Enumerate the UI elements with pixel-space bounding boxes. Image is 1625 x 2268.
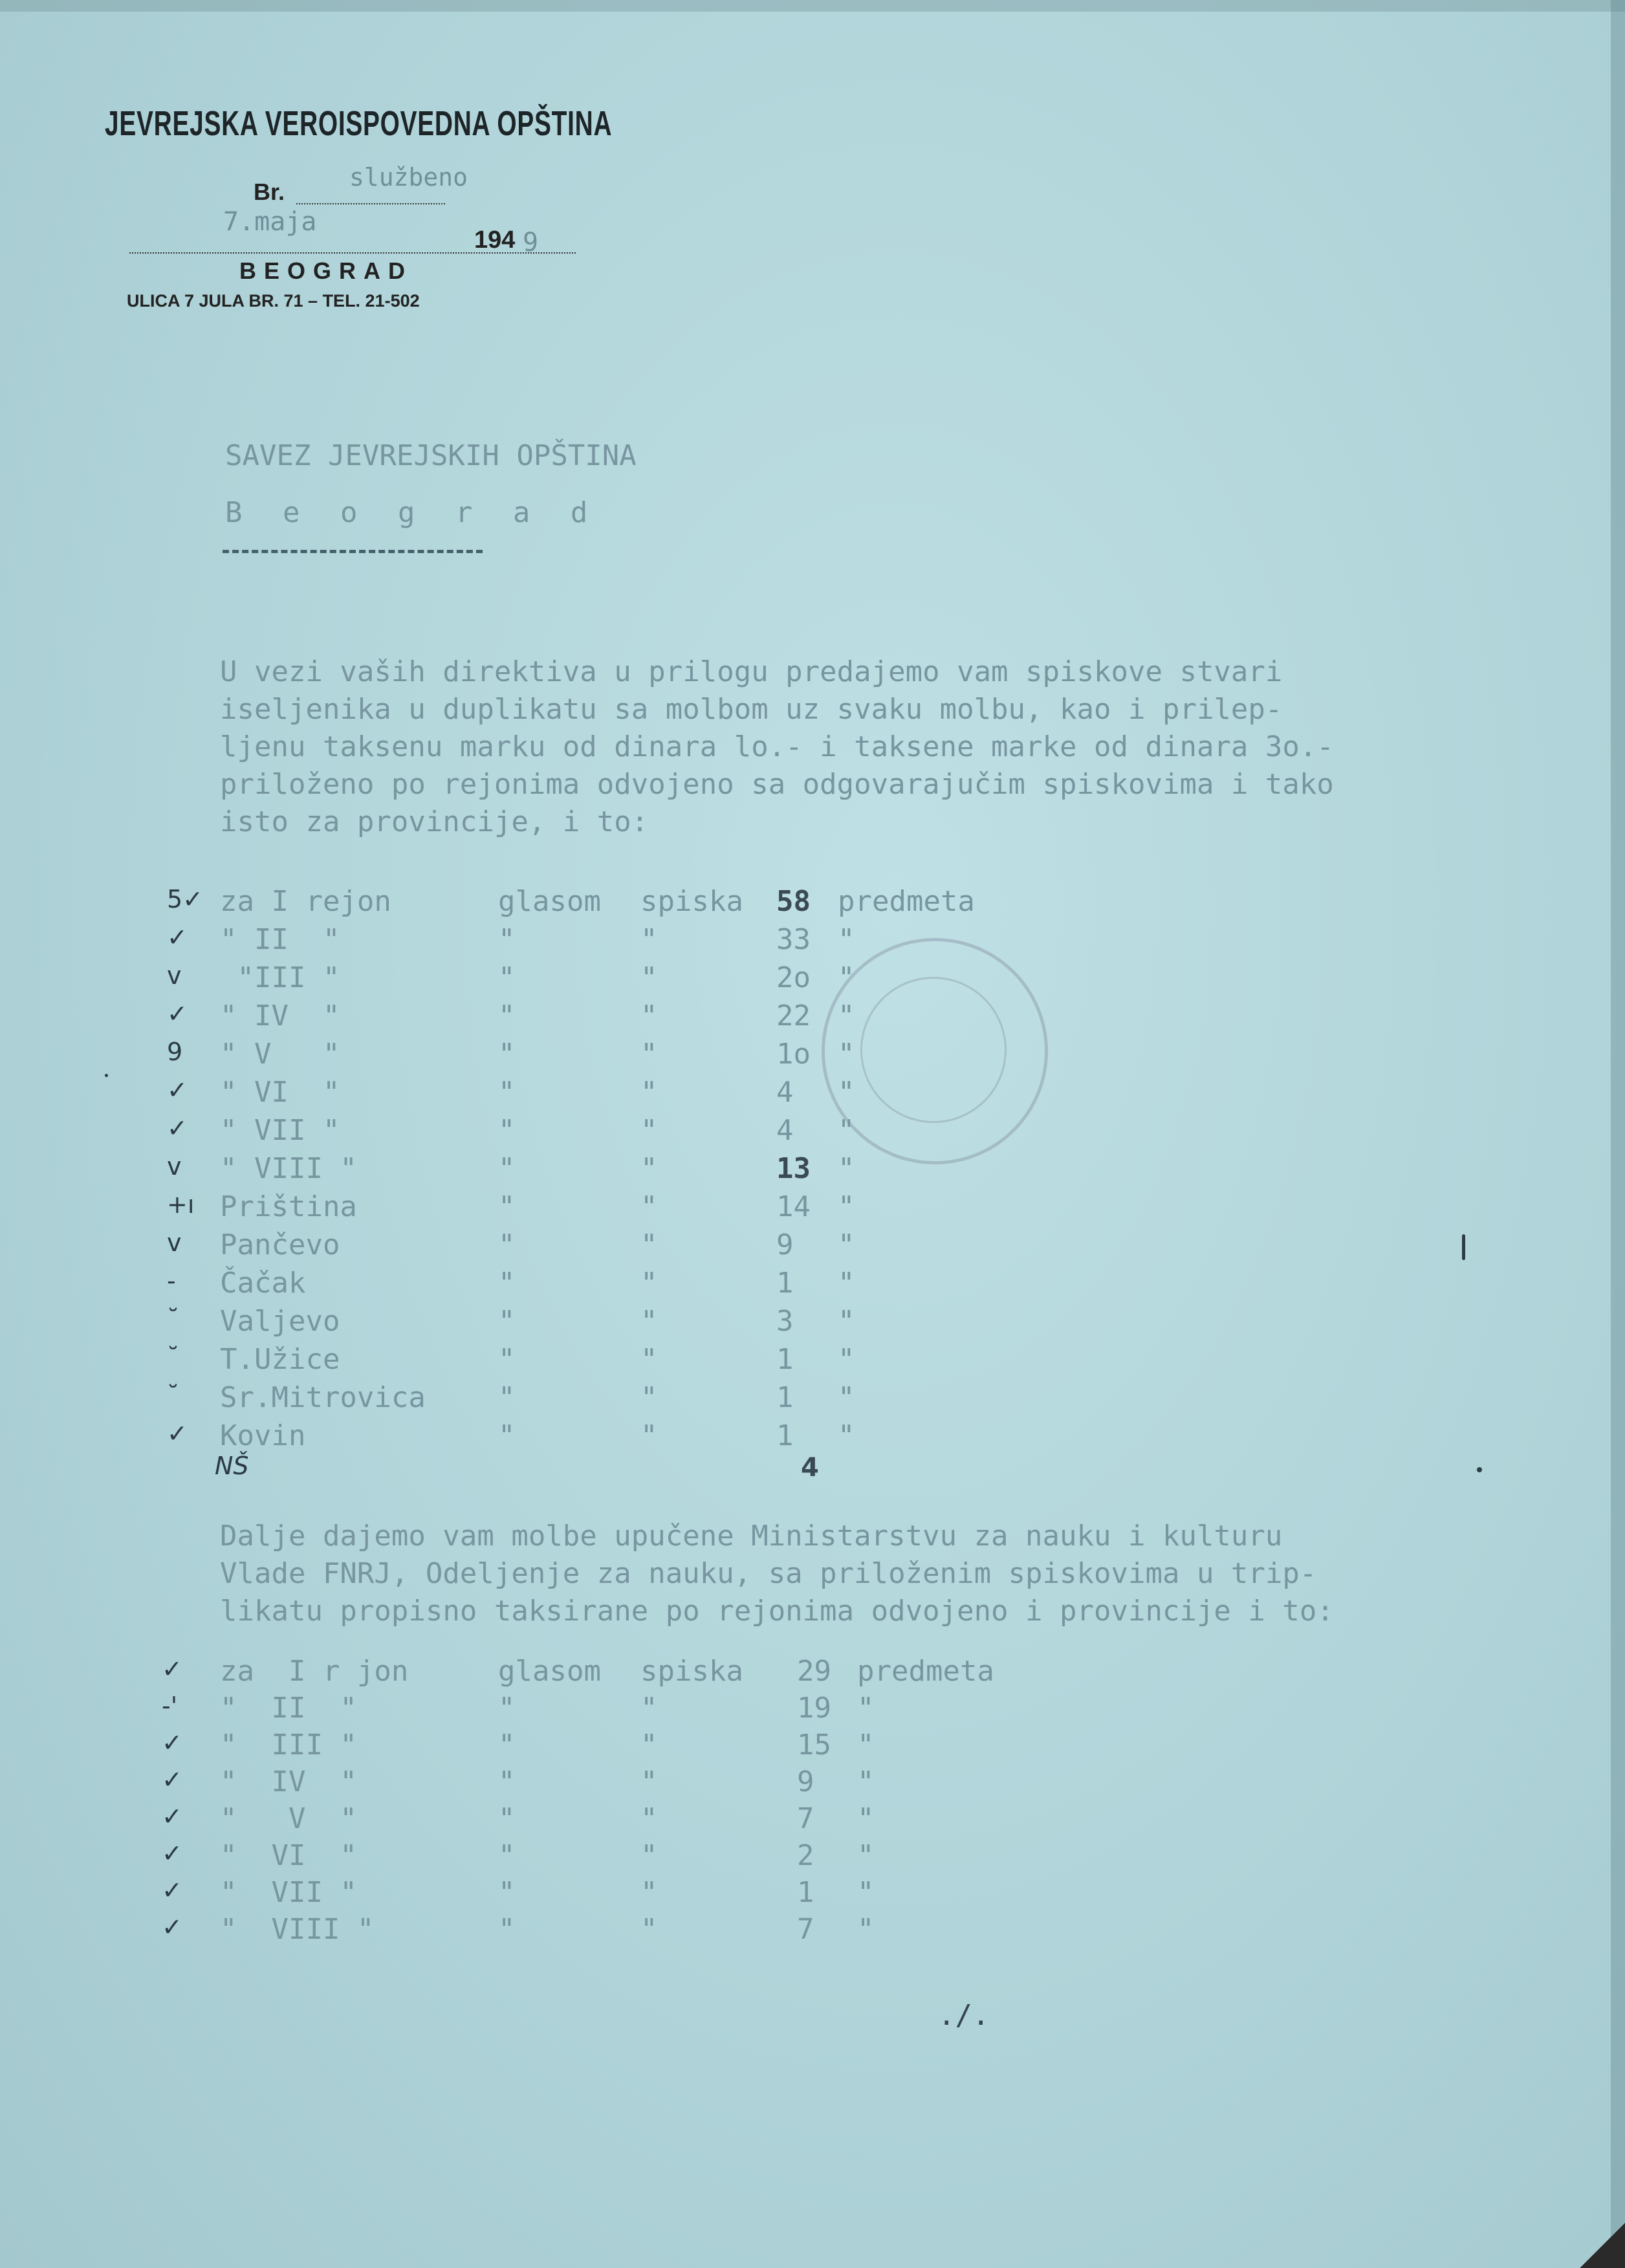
row-spiska: "	[640, 1267, 658, 1300]
list-row	[0, 1728, 1553, 1765]
row-unit: "	[838, 1419, 855, 1452]
row-count: 29	[797, 1655, 831, 1688]
row-count: 4	[776, 1076, 794, 1109]
row-spiska: "	[640, 1876, 658, 1909]
row-check-mark: -	[167, 1267, 176, 1295]
list-row	[0, 1876, 1553, 1912]
row-spiska: "	[640, 1802, 658, 1835]
letterhead-year-suffix: 9	[523, 228, 539, 257]
row-unit: "	[838, 1038, 855, 1071]
row-glasom: "	[498, 923, 516, 956]
list-row	[0, 1305, 1553, 1341]
row-count: 2o	[776, 961, 811, 994]
row-check-mark: v	[167, 1228, 182, 1257]
row-glasom: "	[498, 1419, 516, 1452]
paragraph-2-line: Vlade FNRJ, Odeljenje za nauku, sa priloženim spiskovima u trip-	[220, 1557, 1317, 1590]
row-count: 1o	[776, 1038, 811, 1071]
letterhead-year-prefix: 194	[474, 226, 516, 254]
row-count: 1	[776, 1267, 794, 1300]
row-glasom: "	[498, 1038, 516, 1071]
row-spiska: "	[640, 923, 658, 956]
row-label: " IV "	[220, 1765, 357, 1798]
row-check-mark: ✓	[162, 1655, 182, 1683]
row-unit: "	[838, 999, 855, 1032]
row-count: 7	[797, 1913, 814, 1946]
row-unit: predmeta	[838, 885, 975, 918]
letterhead-city: BEOGRAD	[239, 257, 413, 284]
row-label: T.Užice	[220, 1343, 340, 1376]
row-label: " VII "	[220, 1876, 357, 1909]
row-unit: "	[838, 1343, 855, 1376]
addressee-name: SAVEZ JEVREJSKIH OPŠTINA	[225, 439, 637, 472]
paragraph-1-line: priloženo po rejonima odvojeno sa odgovarajučim spiskovima i tako	[220, 768, 1334, 801]
row-glasom: "	[498, 1228, 516, 1261]
row-label: " IV "	[220, 999, 340, 1032]
list-row	[0, 923, 1553, 959]
row-count: 9	[776, 1228, 794, 1261]
list-1-extra-count: 4	[801, 1453, 819, 1483]
row-spiska: "	[640, 1152, 658, 1185]
row-label: " II "	[220, 1692, 357, 1725]
row-glasom: "	[498, 1190, 516, 1223]
row-label: "III "	[220, 961, 340, 994]
row-count: 1	[797, 1876, 814, 1909]
row-spiska: "	[640, 1038, 658, 1071]
row-unit: "	[857, 1692, 875, 1725]
row-unit: "	[838, 1152, 855, 1185]
row-count: 7	[797, 1802, 814, 1835]
row-glasom: "	[498, 1305, 516, 1338]
paragraph-1-line: U vezi vaših direktiva u prilogu predajemo vam spiskove stvari	[220, 655, 1283, 688]
row-spiska: "	[640, 961, 658, 994]
row-unit: "	[838, 1190, 855, 1223]
row-spiska: "	[640, 1343, 658, 1376]
list-row	[0, 1381, 1553, 1417]
scan-edge-right	[1611, 0, 1625, 2268]
row-check-mark: 9	[167, 1038, 183, 1066]
row-check-mark: +ı	[167, 1190, 195, 1219]
row-unit: "	[857, 1802, 875, 1835]
row-check-mark: v	[167, 961, 182, 990]
list-row	[0, 1839, 1553, 1875]
row-check-mark: v	[167, 1152, 182, 1181]
row-check-mark: ˘	[167, 1305, 179, 1333]
list-row	[0, 1419, 1553, 1456]
row-count: 33	[776, 923, 811, 956]
row-spiska: "	[640, 1114, 658, 1147]
row-label: " VII "	[220, 1114, 340, 1147]
row-label: Sr.Mitrovica	[220, 1381, 426, 1414]
row-spiska: spiska	[640, 1655, 743, 1688]
row-spiska: "	[640, 1728, 658, 1761]
addressee-underline	[223, 550, 483, 553]
row-count: 14	[776, 1190, 811, 1223]
row-check-mark: ✓	[162, 1728, 182, 1757]
row-check-mark: -'	[162, 1692, 178, 1720]
row-count: 1	[776, 1381, 794, 1414]
list-row	[0, 1038, 1553, 1074]
list-row	[0, 1913, 1553, 1949]
row-glasom: "	[498, 1765, 516, 1798]
row-check-mark: ˘	[167, 1381, 179, 1410]
row-unit: "	[857, 1913, 875, 1946]
row-label: za I rejon	[220, 885, 391, 918]
row-check-mark: ✓	[162, 1876, 182, 1904]
ink-dot	[1477, 1467, 1482, 1472]
row-glasom: "	[498, 999, 516, 1032]
row-spiska: "	[640, 1839, 658, 1872]
paragraph-1	[220, 653, 1334, 841]
row-label: " II "	[220, 923, 340, 956]
letterhead-number-label: Br.	[254, 179, 285, 205]
row-glasom: glasom	[498, 1655, 601, 1688]
paragraph-2	[220, 1518, 1334, 1630]
row-glasom: "	[498, 1267, 516, 1300]
row-check-mark: ˘	[167, 1343, 179, 1371]
row-spiska: "	[640, 1228, 658, 1261]
row-label: Pančevo	[220, 1228, 340, 1261]
list-row	[0, 1692, 1553, 1728]
row-count: 58	[776, 885, 811, 918]
row-glasom: "	[498, 1876, 516, 1909]
list-row	[0, 1343, 1553, 1379]
row-spiska: "	[640, 1305, 658, 1338]
row-spiska: "	[640, 1381, 658, 1414]
row-check-mark: ✓	[162, 1913, 182, 1941]
row-check-mark: ✓	[167, 999, 188, 1028]
row-spiska: spiska	[640, 885, 743, 918]
row-check-mark: ✓	[167, 1114, 188, 1142]
folded-corner	[1580, 2223, 1625, 2268]
row-count: 1	[776, 1419, 794, 1452]
list-row	[0, 1114, 1553, 1150]
row-unit: "	[838, 961, 855, 994]
row-glasom: "	[498, 1692, 516, 1725]
row-check-mark: ✓	[167, 1076, 188, 1104]
list-row	[0, 1152, 1553, 1188]
row-count: 15	[797, 1728, 831, 1761]
row-check-mark: ✓	[162, 1802, 182, 1831]
list-1-extra-mark: NŠ	[215, 1452, 249, 1480]
row-label: Čačak	[220, 1267, 306, 1300]
row-glasom: "	[498, 1381, 516, 1414]
scan-edge-top	[0, 0, 1625, 12]
row-label: Kovin	[220, 1419, 306, 1452]
row-spiska: "	[640, 1765, 658, 1798]
row-count: 19	[797, 1692, 831, 1725]
row-unit: "	[857, 1728, 875, 1761]
letterhead-number-value: službeno	[349, 163, 468, 191]
list-row	[0, 1076, 1553, 1112]
row-glasom: "	[498, 1839, 516, 1872]
row-unit: "	[838, 1267, 855, 1300]
list-row	[0, 1802, 1553, 1838]
row-count: 4	[776, 1114, 794, 1147]
row-count: 22	[776, 999, 811, 1032]
paragraph-2-line: likatu propisno taksirane po rejonima odvojeno i provincije i to:	[220, 1595, 1334, 1628]
row-count: 1	[776, 1343, 794, 1376]
ink-dot	[105, 1074, 108, 1077]
row-label: " VIII "	[220, 1152, 357, 1185]
paragraph-1-line: iseljenika u duplikatu sa molbom uz svaku molbu, kao i prilep-	[220, 693, 1283, 726]
row-label: " VI "	[220, 1076, 340, 1109]
row-glasom: "	[498, 1913, 516, 1946]
paragraph-2-line: Dalje dajemo vam molbe upučene Ministarstvu za nauku i kulturu	[220, 1520, 1283, 1553]
continuation-mark: ./.	[938, 1999, 990, 2032]
paragraph-1-line: isto za provincije, i to:	[220, 805, 649, 838]
letterhead-date: 7.maja	[223, 207, 317, 237]
row-label: " VIII "	[220, 1913, 375, 1946]
row-spiska: "	[640, 1692, 658, 1725]
paragraph-1-line: ljenu taksenu marku od dinara lo.- i taksene marke od dinara 3o.-	[220, 730, 1334, 763]
list-row	[0, 1765, 1553, 1802]
row-spiska: "	[640, 999, 658, 1032]
row-spiska: "	[640, 1913, 658, 1946]
list-row	[0, 1228, 1553, 1265]
row-glasom: "	[498, 961, 516, 994]
letterhead-address: ULICA 7 JULA BR. 71 – TEL. 21-502	[127, 291, 420, 311]
list-row	[0, 1267, 1553, 1303]
addressee-city: B e o g r a d	[225, 496, 600, 529]
row-unit: "	[838, 1305, 855, 1338]
row-unit: "	[838, 1381, 855, 1414]
letterhead-number-line	[296, 203, 445, 204]
list-row	[0, 885, 1553, 921]
row-spiska: "	[640, 1076, 658, 1109]
row-unit: "	[838, 1228, 855, 1261]
list-row	[0, 1190, 1553, 1227]
row-glasom: "	[498, 1343, 516, 1376]
row-unit: "	[857, 1876, 875, 1909]
ink-stroke	[1462, 1234, 1465, 1260]
row-glasom: "	[498, 1152, 516, 1185]
row-unit: "	[838, 1114, 855, 1147]
row-check-mark: ✓	[167, 923, 188, 952]
list-row	[0, 961, 1553, 998]
row-glasom: "	[498, 1802, 516, 1835]
row-check-mark: ✓	[162, 1765, 182, 1794]
row-glasom: glasom	[498, 885, 601, 918]
row-check-mark: ✓	[162, 1839, 182, 1868]
list-row	[0, 1655, 1553, 1691]
row-label: Valjevo	[220, 1305, 340, 1338]
row-spiska: "	[640, 1190, 658, 1223]
row-count: 13	[776, 1152, 811, 1185]
row-check-mark: 5✓	[167, 885, 204, 913]
row-label: za I r jon	[220, 1655, 409, 1688]
row-check-mark: ✓	[167, 1419, 188, 1448]
row-label: " III "	[220, 1728, 357, 1761]
row-glasom: "	[498, 1076, 516, 1109]
row-count: 2	[797, 1839, 814, 1872]
row-label: " V "	[220, 1802, 357, 1835]
row-glasom: "	[498, 1728, 516, 1761]
row-label: " VI "	[220, 1839, 357, 1872]
row-spiska: "	[640, 1419, 658, 1452]
letterhead-organization: JEVREJSKA VEROISPOVEDNA OPŠTINA	[105, 104, 613, 143]
row-unit: "	[857, 1839, 875, 1872]
list-row	[0, 999, 1553, 1036]
row-count: 3	[776, 1305, 794, 1338]
row-count: 9	[797, 1765, 814, 1798]
row-label: Priština	[220, 1190, 357, 1223]
row-label: " V "	[220, 1038, 340, 1071]
row-unit: predmeta	[857, 1655, 994, 1688]
row-glasom: "	[498, 1114, 516, 1147]
row-unit: "	[838, 1076, 855, 1109]
row-unit: "	[857, 1765, 875, 1798]
row-unit: "	[838, 923, 855, 956]
